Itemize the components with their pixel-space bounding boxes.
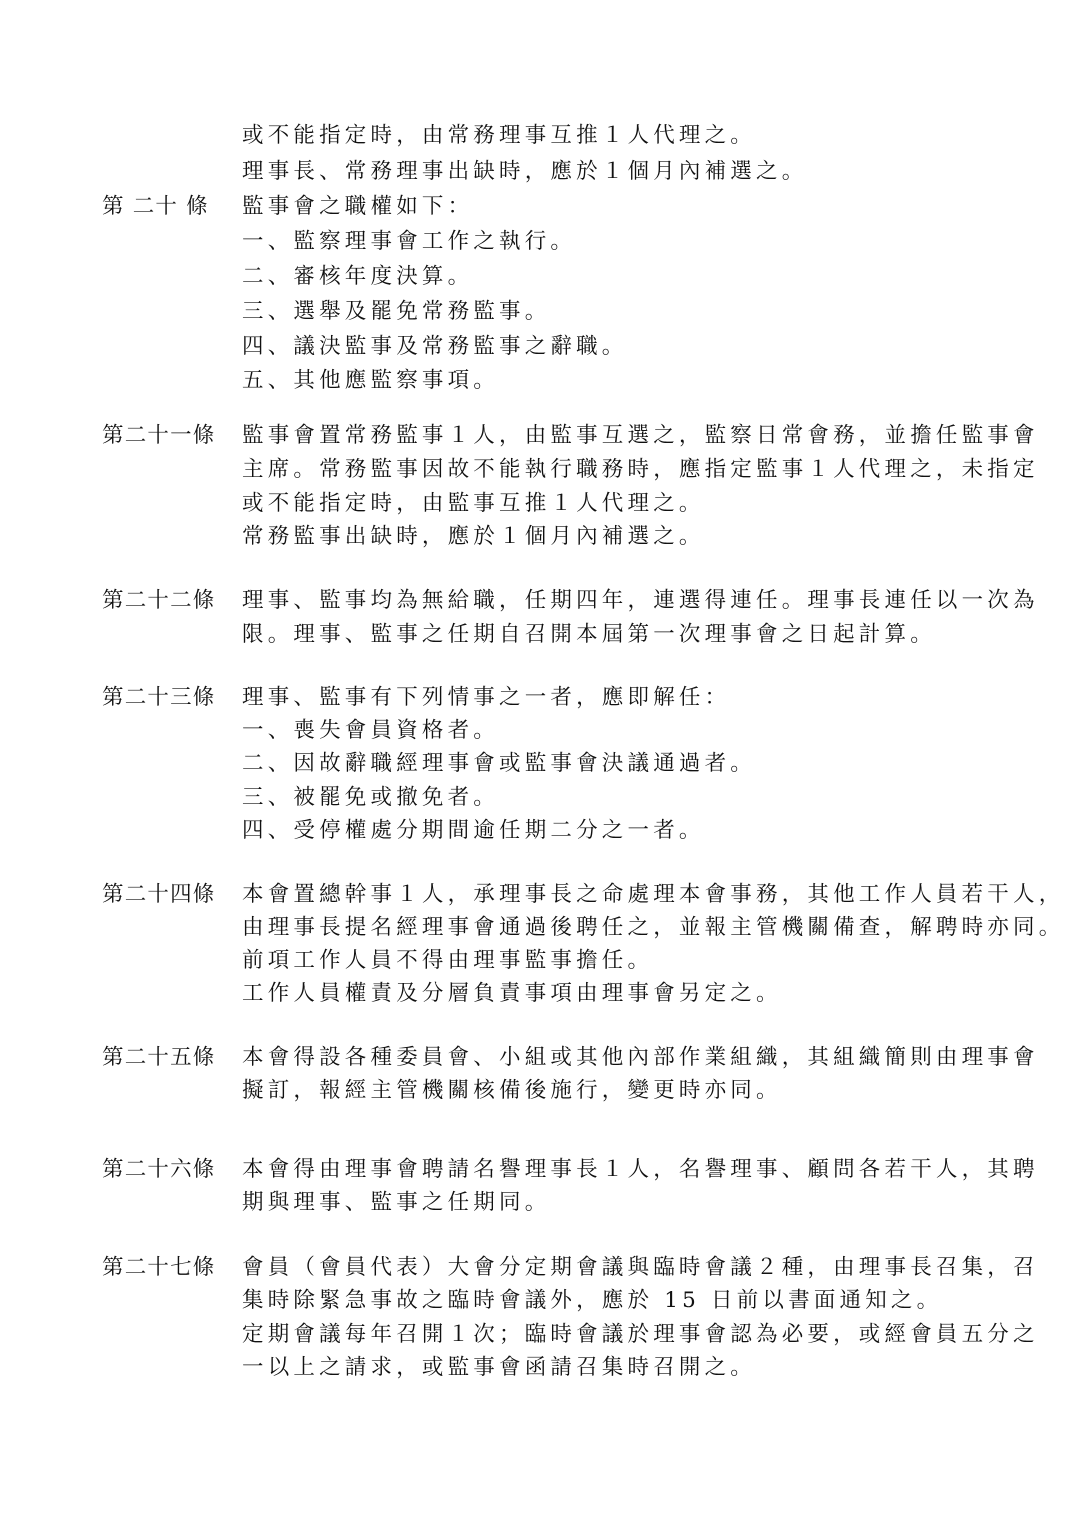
article-25-label: 第二十五條: [102, 1045, 216, 1070]
article-22-label: 第二十二條: [102, 588, 216, 613]
article-23-text: 理事、監事有下列情事之一者，應即解任：: [242, 685, 731, 710]
list-item: 三、選舉及罷免常務監事。: [242, 299, 551, 324]
paragraph-line: 理事長、常務理事出缺時，應於１個月內補選之。: [242, 159, 808, 184]
article-26-text: 本會得由理事會聘請名譽理事長１人，名譽理事、顧問各若干人，其聘: [242, 1157, 1039, 1182]
paragraph-line: 由理事長提名經理事會通過後聘任之，並報主管機關備查，解聘時亦同。: [242, 915, 1065, 940]
paragraph-line: 一以上之請求，或監事會函請召集時召開之。: [242, 1355, 757, 1380]
paragraph-line: 或不能指定時，由常務理事互推１人代理之。: [242, 123, 757, 148]
article-20-label: 第 二十 條: [102, 194, 209, 219]
article-22-text: 理事、監事均為無給職，任期四年，連選得連任。理事長連任以一次為: [242, 588, 1039, 613]
list-item: 三、被罷免或撤免者。: [242, 785, 500, 810]
paragraph-line: 定期會議每年召開１次；臨時會議於理事會認為必要，或經會員五分之: [242, 1322, 1039, 1347]
article-24-label: 第二十四條: [102, 882, 216, 907]
list-item: 二、審核年度決算。: [242, 264, 474, 289]
article-27-label: 第二十七條: [102, 1255, 216, 1280]
paragraph-line: 限。理事、監事之任期自召開本屆第一次理事會之日起計算。: [242, 622, 936, 647]
article-24-text: 本會置總幹事１人，承理事長之命處理本會事務，其他工作人員若干人，: [242, 882, 1065, 907]
paragraph-line: 期與理事、監事之任期同。: [242, 1190, 551, 1215]
paragraph-line: 或不能指定時，由監事互推１人代理之。: [242, 491, 705, 516]
article-25-text: 本會得設各種委員會、小組或其他內部作業組織，其組織簡則由理事會: [242, 1045, 1039, 1070]
paragraph-line: 前項工作人員不得由理事監事擔任。: [242, 948, 654, 973]
list-item: 四、受停權處分期間逾任期二分之一者。: [242, 818, 705, 843]
list-item: 五、其他應監察事項。: [242, 368, 500, 393]
list-item: 一、喪失會員資格者。: [242, 718, 500, 743]
list-item: 四、議決監事及常務監事之辭職。: [242, 334, 628, 359]
paragraph-line: 主席。常務監事因故不能執行職務時，應指定監事１人代理之，未指定: [242, 457, 1039, 482]
paragraph-line: 工作人員權責及分層負責事項由理事會另定之。: [242, 981, 782, 1006]
paragraph-line: 常務監事出缺時，應於１個月內補選之。: [242, 524, 705, 549]
article-21-label: 第二十一條: [102, 423, 216, 448]
article-20-text: 監事會之職權如下：: [242, 194, 474, 219]
list-item: 一、監察理事會工作之執行。: [242, 229, 577, 254]
article-21-text: 監事會置常務監事１人，由監事互選之，監察日常會務，並擔任監事會: [242, 423, 1039, 448]
paragraph-line: 擬訂，報經主管機關核備後施行，變更時亦同。: [242, 1078, 782, 1103]
article-26-label: 第二十六條: [102, 1157, 216, 1182]
paragraph-line: 集時除緊急事故之臨時會議外，應於 15 日前以書面通知之。: [242, 1288, 943, 1313]
list-item: 二、因故辭職經理事會或監事會決議通過者。: [242, 751, 757, 776]
article-27-text: 會員（會員代表）大會分定期會議與臨時會議２種，由理事長召集，召: [242, 1255, 1039, 1280]
article-23-label: 第二十三條: [102, 685, 216, 710]
